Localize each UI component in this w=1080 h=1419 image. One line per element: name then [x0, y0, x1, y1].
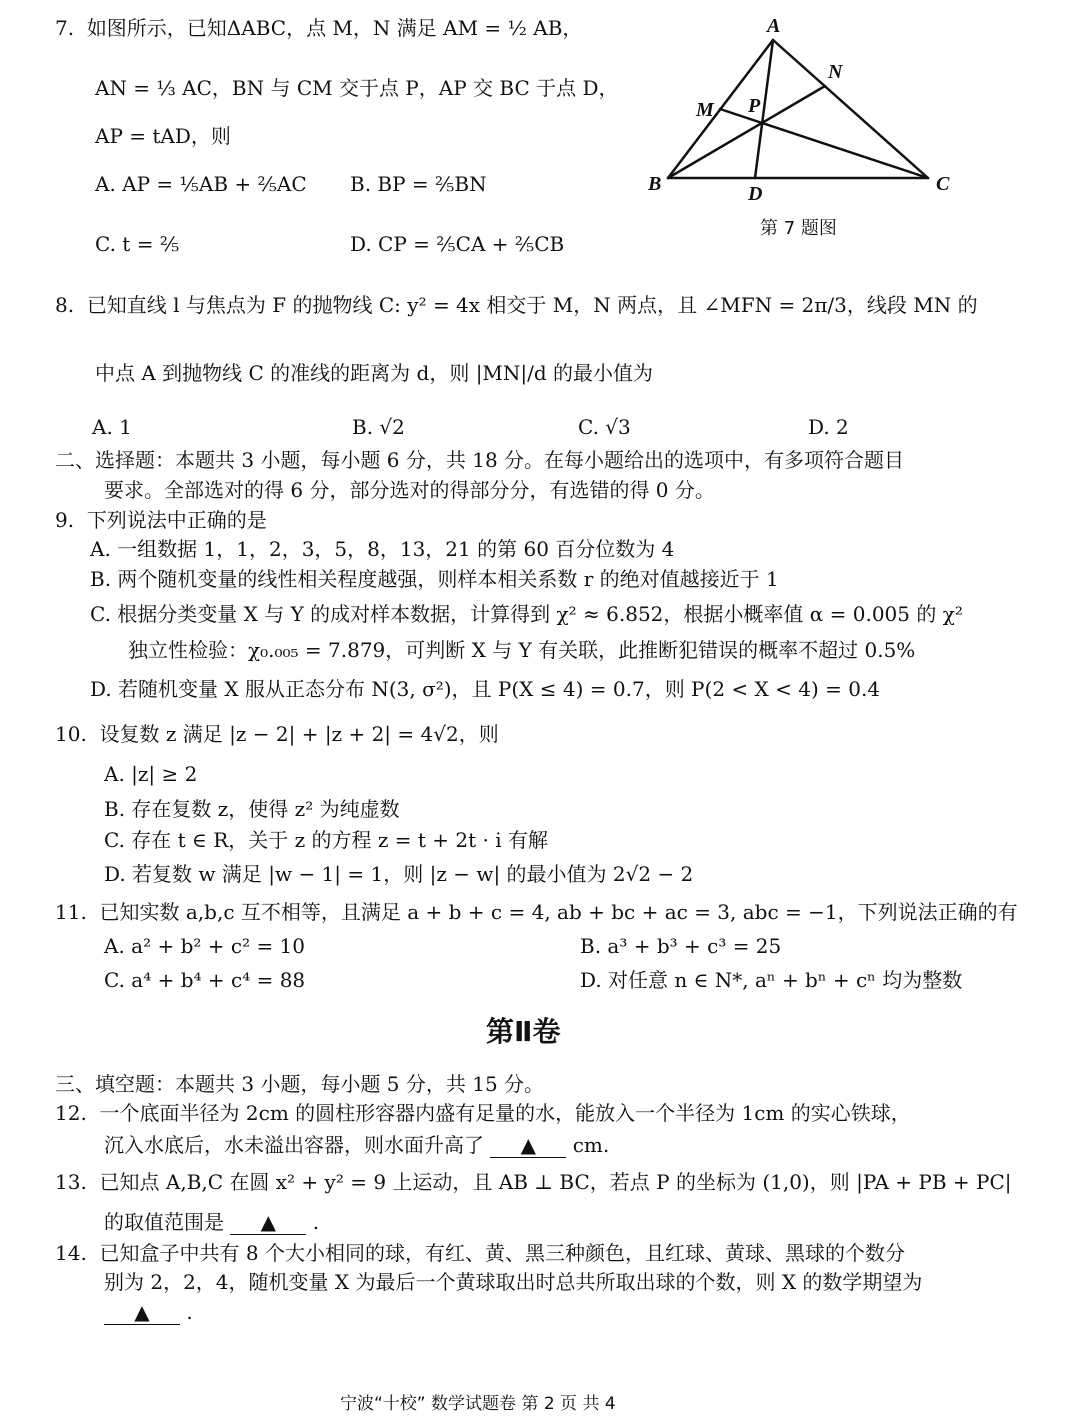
q14-text-1: 已知盒子中共有 8 个大小相同的球，有红、黄、黑三种颜色，且红球、黄球、黑球的个数分	[99, 1241, 905, 1265]
q8-line2: 中点 A 到抛物线 C 的准线的距离为 d，则 |MN|/d 的最小值为	[95, 361, 654, 385]
q7-stem-1: 如图所示，已知ΔABC，点 M，N 满足	[86, 16, 437, 40]
segment-bn	[668, 86, 825, 178]
label-m: M	[696, 99, 714, 121]
q13-text-2: 的取值范围是	[104, 1210, 224, 1234]
q10-option-a: A. |z| ≥ 2	[104, 762, 198, 786]
q13-line2	[104, 1210, 319, 1235]
q7-option-b: B. BP = ⅖BN	[350, 172, 487, 196]
q10-stem-text: 设复数 z 满足 |z − 2| + |z + 2| = 4√2，则	[99, 722, 499, 746]
q8-option-c: C. √3	[578, 415, 631, 439]
q7-option-d: D. CP = ⅖CA + ⅖CB	[350, 232, 565, 256]
q7-option-c: C. t = ⅖	[95, 232, 180, 256]
q7-option-a: A. AP = ⅕AB + ⅖AC	[95, 172, 307, 196]
q11-option-c: C. a⁴ + b⁴ + c⁴ = 88	[104, 968, 306, 992]
q11-stem	[55, 900, 1018, 924]
q7-stem-1b: AM = ½ AB，	[443, 16, 583, 40]
q14-number: 14.	[55, 1241, 87, 1265]
q12-line2	[104, 1133, 609, 1158]
page-footer: 宁波“十校” 数学试题卷 第 2 页 共 4	[340, 1394, 616, 1414]
q9-stem-text: 下列说法中正确的是	[86, 508, 267, 532]
q14-end: .	[186, 1300, 193, 1324]
q11-number: 11.	[55, 900, 87, 924]
q8-number: 8.	[55, 293, 75, 317]
label-p: P	[748, 95, 761, 117]
q7-number: 7.	[55, 16, 75, 40]
q11-option-a: A. a² + b² + c² = 10	[104, 934, 306, 958]
edge-ac	[773, 40, 928, 178]
q12-unit: cm.	[572, 1133, 610, 1157]
section-3-heading: 三、填空题：本题共 3 小题，每小题 5 分，共 15 分。	[55, 1072, 545, 1096]
q14-line3	[104, 1300, 193, 1325]
label-a: A	[767, 15, 781, 37]
q10-option-c: C. 存在 t ∈ R，关于 z 的方程 z = t + 2t · i 有解	[104, 828, 548, 852]
segment-cm	[720, 109, 928, 178]
q9-stem	[55, 508, 267, 532]
q13-number: 13.	[55, 1170, 87, 1194]
part-2-title: 第Ⅱ卷	[486, 1015, 561, 1048]
q11-option-d: D. 对任意 n ∈ N*, aⁿ + bⁿ + cⁿ 均为整数	[580, 968, 963, 992]
q7-triangle-figure	[640, 10, 970, 210]
section-2-heading: 二、选择题：本题共 3 小题，每小题 6 分，共 18 分。在每小题给出的选项中，有多项符合题目	[55, 448, 905, 472]
q10-option-d: D. 若复数 w 满足 |w − 1| = 1，则 |z − w| 的最小值为 2√2 − 2	[104, 862, 694, 886]
q11-stem-text: 已知实数 a,b,c 互不相等，且满足 a + b + c = 4, ab + bc + ac = 3, abc = −1，下列说法正确的有	[99, 900, 1018, 924]
q9-option-c: C. 根据分类变量 X 与 Y 的成对样本数据，计算得到 χ² ≈ 6.852，根据小概率值 α = 0.005 的 χ²	[90, 602, 963, 626]
q12-answer-blank[interactable]: ▲	[490, 1133, 566, 1158]
label-b: B	[648, 173, 662, 195]
q12-number: 12.	[55, 1101, 87, 1125]
q10-option-b: B. 存在复数 z，使得 z² 为纯虚数	[104, 797, 400, 821]
q9-number: 9.	[55, 508, 75, 532]
label-n: N	[828, 61, 843, 83]
q8-option-b: B. √2	[352, 415, 405, 439]
section-2-heading-cont: 要求。全部选对的得 6 分，部分选对的得部分分，有选错的得 0 分。	[104, 478, 715, 502]
label-d: D	[748, 183, 763, 205]
q14-line1	[55, 1241, 905, 1265]
q12-line1	[55, 1101, 911, 1125]
q14-answer-blank[interactable]: ▲	[104, 1300, 180, 1325]
q13-text-1: 已知点 A,B,C 在圆 x² + y² = 9 上运动，且 AB ⊥ BC，若点 P 的坐标为 (1,0)，则 |PA + PB + PC|	[99, 1170, 1012, 1194]
q13-end: .	[312, 1210, 320, 1234]
q9-option-b: B. 两个随机变量的线性相关程度越强，则样本相关系数 r 的绝对值越接近于 1	[90, 567, 779, 591]
q7-line2: AN = ⅓ AC，BN 与 CM 交于点 P，AP 交 BC 于点 D，	[95, 76, 619, 100]
q9-option-d: D. 若随机变量 X 服从正态分布 N(3, σ²)，且 P(X ≤ 4) = 0.7，则 P(2 < X < 4) = 0.4	[90, 677, 881, 701]
label-c: C	[936, 173, 950, 195]
q8-option-d: D. 2	[808, 415, 849, 439]
q12-text-1: 一个底面半径为 2cm 的圆柱形容器内盛有足量的水，能放入一个半径为 1cm 的实心铁球，	[99, 1101, 911, 1125]
q8-option-a: A. 1	[92, 415, 132, 439]
q12-text-2: 沉入水底后，水未溢出容器，则水面升高了	[104, 1133, 484, 1157]
q9-option-c-cont: 独立性检验：χ₀.₀₀₅ = 7.879，可判断 X 与 Y 有关联，此推断犯错误的概率不超过 0.5%	[128, 638, 916, 662]
q7-line1	[55, 16, 582, 40]
q11-option-b: B. a³ + b³ + c³ = 25	[580, 934, 782, 958]
q7-line3: AP = tAD，则	[95, 124, 231, 148]
q9-option-a: A. 一组数据 1，1，2，3，5，8，13，21 的第 60 百分位数为 4	[90, 537, 675, 561]
q14-line2: 别为 2，2，4，随机变量 X 为最后一个黄球取出时总共所取出球的个数，则 X 的数学期望为	[104, 1270, 923, 1294]
q10-stem	[55, 722, 499, 746]
q13-answer-blank[interactable]: ▲	[230, 1210, 306, 1235]
q10-number: 10.	[55, 722, 87, 746]
q8-line1	[55, 293, 978, 317]
q8-stem-1: 已知直线 l 与焦点为 F 的抛物线 C: y² = 4x 相交于 M，N 两点，且 ∠MFN = 2π/3，线段 MN 的	[86, 293, 978, 317]
q7-figure-caption: 第 7 题图	[760, 218, 837, 239]
q13-line1	[55, 1170, 1012, 1194]
